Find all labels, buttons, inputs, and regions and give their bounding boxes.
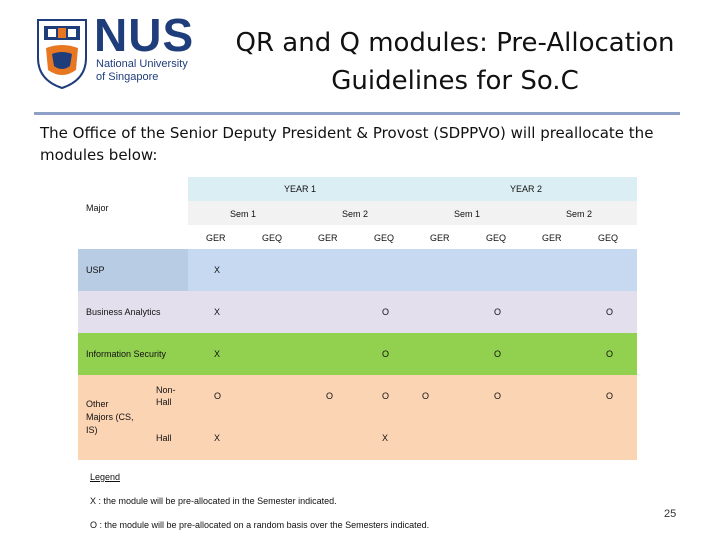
nus-wordmark: NUS [94,9,195,61]
col-header: GER [318,233,338,243]
is-c8: O [606,349,614,359]
is-c1: X [214,349,221,359]
title-line-2: Guidelines for So.C [331,66,579,96]
is-c6: O [494,349,502,359]
year-header-band [188,177,637,201]
preallocation-table [78,177,637,460]
legend-o: O : the module will be pre-allocated on a random basis over the Semesters indicated. [90,520,430,530]
y1-sem2-header: Sem 2 [342,209,369,219]
hall-c4: X [382,433,389,443]
col-header: GER [430,233,450,243]
col-header: GEQ [486,233,507,243]
row-business-analytics [78,291,637,333]
col-header: GER [542,233,562,243]
ba-c6: O [494,307,502,317]
legend-x: X : the module will be pre-allocated in the Semester indicated. [90,496,337,506]
nus-logo [36,9,206,96]
col-header: GEQ [598,233,619,243]
nonhall-c5: O [422,391,430,401]
title-divider [34,112,680,115]
y2-sem1-header: Sem 1 [454,209,481,219]
hall-label: Hall [156,433,172,443]
logo-line-2: of Singapore [96,71,159,83]
title-line-1: QR and Q modules: Pre-Allocation [235,28,675,58]
page-number: 25 [664,508,677,520]
col-header: GEQ [262,233,283,243]
nonhall-c1: O [214,391,222,401]
other-label-line-3: IS) [86,425,98,435]
col-header-band [188,225,637,249]
usp-c1: X [214,265,221,275]
ba-c4: O [382,307,390,317]
hall-c1: X [214,433,221,443]
is-c4: O [382,349,390,359]
ba-c1: X [214,307,221,317]
is-label: Information Security [86,349,167,359]
col-header: GER [206,233,226,243]
y1-sem1-header: Sem 1 [230,209,257,219]
year1-header: YEAR 1 [284,184,317,194]
nonhall-label-line-2: Hall [156,397,172,407]
ba-label: Business Analytics [86,307,161,317]
other-label-line-1: Other [86,399,109,409]
y2-sem2-header: Sem 2 [566,209,593,219]
col-header: GEQ [374,233,395,243]
slide-title [210,24,700,100]
nonhall-c4: O [382,391,390,401]
usp-label: USP [86,265,105,275]
nonhall-c6: O [494,391,502,401]
nonhall-c8: O [606,391,614,401]
ba-c8: O [606,307,614,317]
major-header: Major [86,203,109,213]
other-label-line-2: Majors (CS, [86,412,134,422]
nonhall-c3: O [326,391,334,401]
legend-title: Legend [90,472,121,482]
logo-line-1: National University [96,58,188,70]
nus-crest-icon [36,18,88,90]
nonhall-label-line-1: Non- [156,385,176,395]
intro-text: The Office of the Senior Deputy President & Provost (SDPPVO) will preallocate the modules below: [40,124,654,164]
year2-header: YEAR 2 [510,184,543,194]
